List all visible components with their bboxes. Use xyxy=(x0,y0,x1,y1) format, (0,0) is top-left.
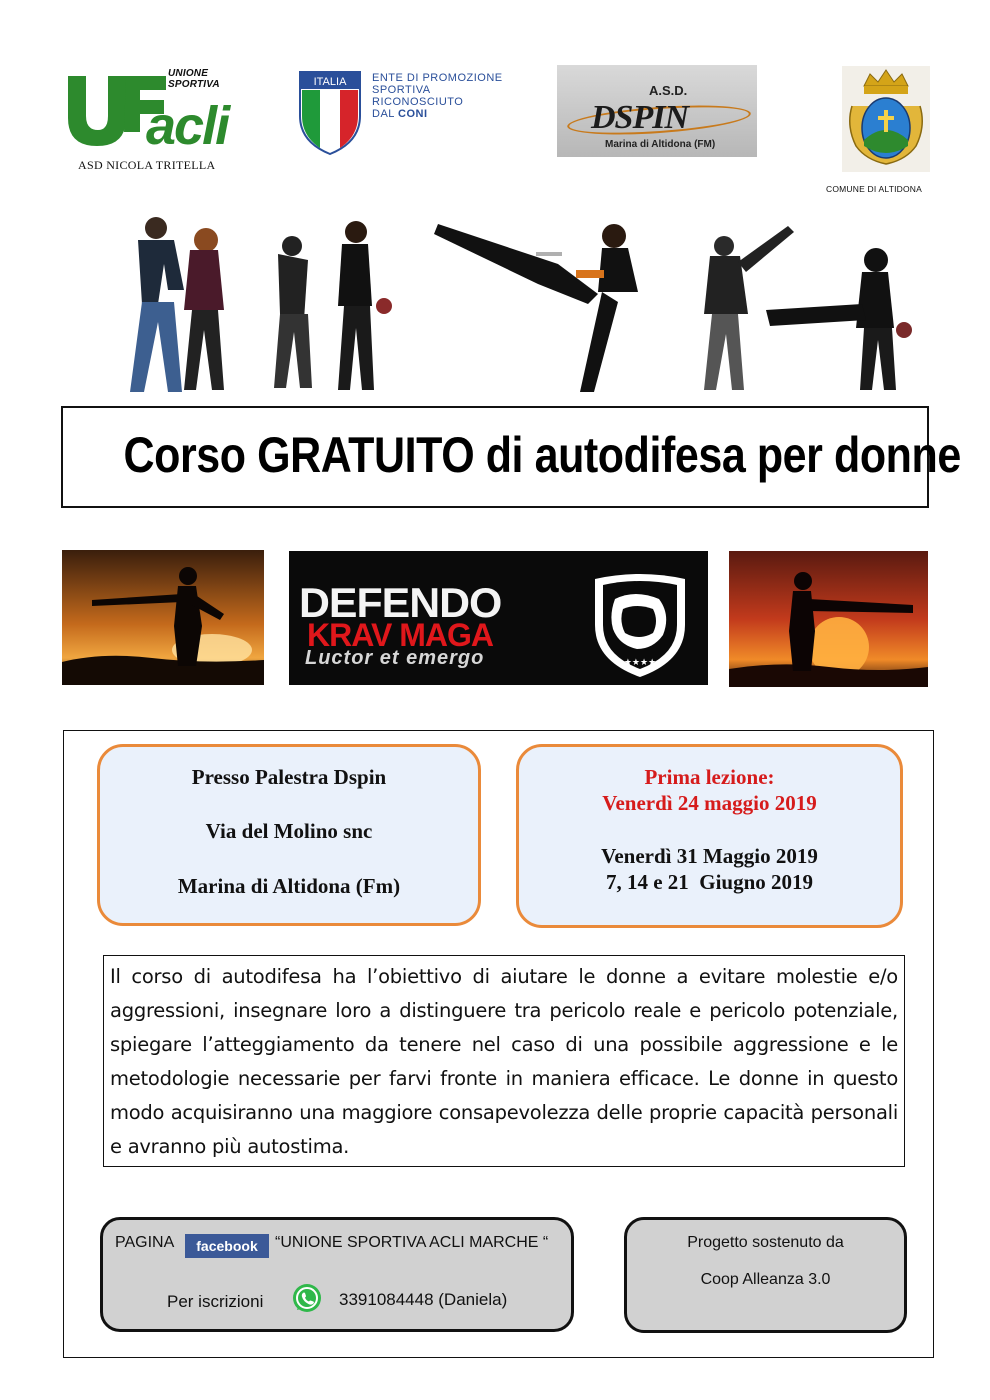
page-title: Corso GRATUITO di autodifesa per donne xyxy=(123,427,961,483)
italia-shield-icon xyxy=(298,70,362,156)
venue-line-1: Presso Palestra Dspin xyxy=(191,765,387,789)
title-box xyxy=(61,406,961,508)
dspin-logo xyxy=(557,65,757,157)
next-lesson-date-2: 7, 14 e 21 Giugno 2019 xyxy=(605,870,814,894)
usacli-logo xyxy=(64,62,254,182)
course-description: Il corso di autodifesa ha l’obiettivo di aiutare le donne a evitare molestie e/o aggressioni, insegnare loro a distinguere tra pericolo reale e pericolo potenziale, spiegare l’atteggiamento da tenere nel caso di una possibile aggressione e le metodologie necessarie per farvi fronte in maniera efficace. Le donne in questo modo acquisiranno una maggiore consapevolezza delle proprie capacità personali e avranno più autostima. xyxy=(110,965,898,1158)
usacli-top-text: UNIONE SPORTIVA xyxy=(168,68,220,90)
dspin-asd: A.S.D. xyxy=(649,83,688,98)
support-box xyxy=(624,1217,907,1333)
facebook-page-name[interactable]: “UNIONE SPORTIVA ACLI MARCHE “ xyxy=(275,1234,549,1251)
comune-crest xyxy=(842,66,930,172)
defendo-motto: Luctor et emergo xyxy=(305,647,485,669)
support-line-1: Progetto sostenuto da xyxy=(687,1234,844,1251)
phone-number[interactable]: 3391084448 (Daniela) xyxy=(339,1290,508,1309)
whatsapp-icon[interactable] xyxy=(291,1282,323,1314)
krav-maga-title: KRAV MAGA xyxy=(307,617,493,653)
svg-text:ITALIA: ITALIA xyxy=(313,76,347,88)
dspin-wordmark: DSPIN xyxy=(591,99,689,136)
venue-line-2: Via del Molino snc xyxy=(205,819,373,843)
first-lesson-date: Venerdì 24 maggio 2019 xyxy=(602,791,817,815)
defendo-title: DEFENDO xyxy=(299,579,502,626)
facebook-icon[interactable]: facebook xyxy=(185,1234,269,1258)
next-lesson-date-1: Venerdì 31 Maggio 2019 xyxy=(601,844,818,868)
dates-box xyxy=(516,744,903,928)
support-line-2: Coop Alleanza 3.0 xyxy=(700,1271,831,1288)
coni-text: ENTE DI PROMOZIONE SPORTIVA RICONOSCIUTO DAL CONI xyxy=(372,72,503,120)
comune-caption: COMUNE DI ALTIDONA xyxy=(826,184,923,194)
svg-text:★★★★: ★★★★ xyxy=(623,658,657,668)
first-lesson-label: Prima lezione: xyxy=(644,765,775,789)
signup-label: Per iscrizioni xyxy=(167,1292,264,1311)
self-defense-photo-strip xyxy=(66,210,924,402)
sunset-silhouette-right-image xyxy=(729,551,928,687)
lion-shield-icon xyxy=(589,569,691,679)
page-label: PAGINA xyxy=(115,1234,175,1251)
comune-crest-icon xyxy=(842,66,930,172)
dspin-place: Marina di Altidona (FM) xyxy=(605,139,716,150)
contact-box xyxy=(100,1217,574,1332)
usacli-caption: ASD NICOLA TRITELLA xyxy=(78,158,216,172)
venue-line-3: Marina di Altidona (Fm) xyxy=(177,874,401,898)
svg-text:acli: acli xyxy=(146,96,229,152)
sunset-silhouette-left-image xyxy=(62,550,264,685)
coni-logo xyxy=(298,70,508,160)
defendo-krav-maga-banner xyxy=(289,551,708,685)
venue-box xyxy=(97,744,481,926)
description-box xyxy=(103,955,905,1167)
